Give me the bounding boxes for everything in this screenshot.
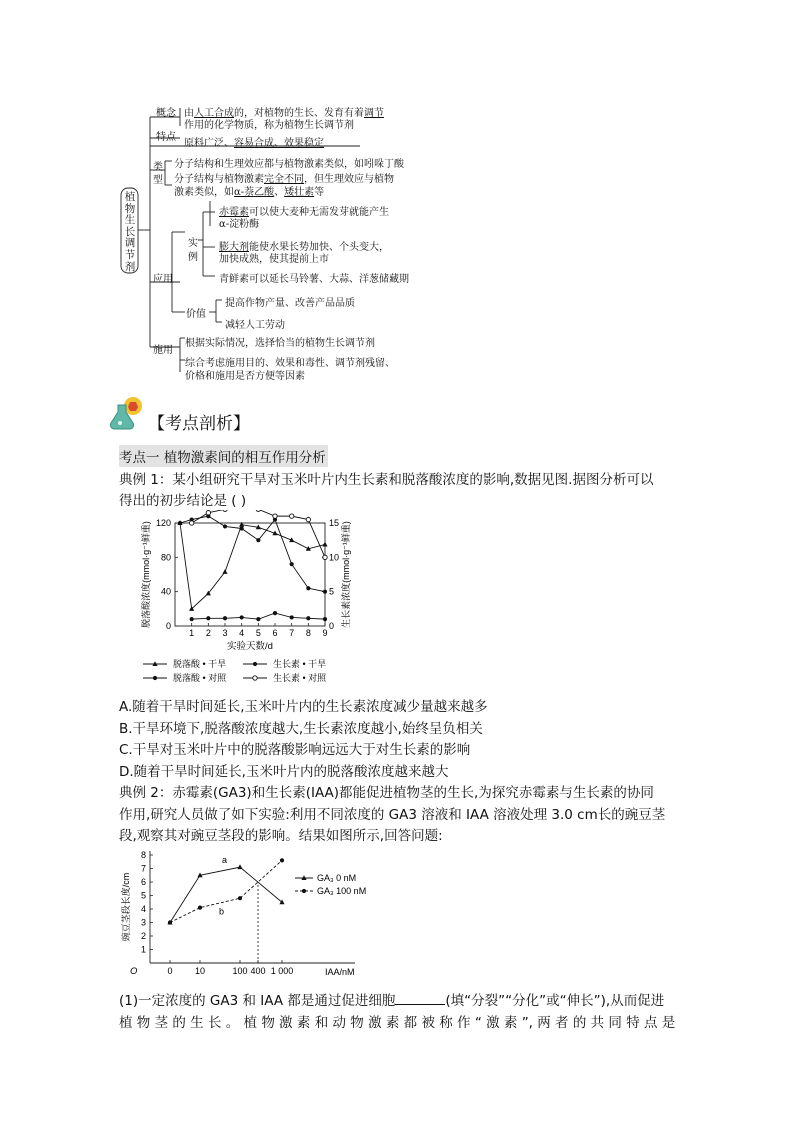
application-label: 应用 (153, 274, 173, 285)
use-2: 综合考虑施用目的、效果和毒性、调节剂残留、 (185, 358, 395, 369)
chart-1-left-tick-label: 0 (165, 621, 171, 631)
chart-1-legend-label: 脱落酸 • 对照 (173, 673, 227, 683)
chart-1-data-point (273, 611, 277, 615)
example-1-line-1: 赤霉素可以使大麦种无需发芽就能产生 (219, 207, 389, 218)
chart-1-data-point (189, 521, 193, 525)
chart-1-data-point (290, 562, 294, 566)
chart-1-legend-label: 生长素 • 干旱 (273, 659, 327, 669)
example-label-2: 例 (188, 252, 198, 263)
chart-1-x-tick-label: 7 (289, 628, 295, 638)
section-banner-title: 【考点剖析】 (148, 414, 250, 434)
type-line-3: 激素类似，如α-萘乙酸、矮壮素等 (174, 187, 325, 198)
chart-1-data-point (256, 617, 260, 621)
chart-1-data-point (323, 555, 327, 559)
root-label: 植物生长调节剂 (124, 191, 136, 273)
chart-2-series-tag: b (219, 906, 225, 917)
chart-1-data-point (240, 526, 244, 530)
chart-1-legend-marker (253, 676, 257, 680)
chart-1-left-tick-label: 40 (160, 586, 171, 597)
chart-2-data-point (168, 920, 172, 924)
example-2-stem-line-2: 作用,研究人员做了如下实验:利用不同浓度的 GA3 溶液和 IAA 溶液处理 3.0 cm长的豌豆茎 (119, 807, 666, 823)
answer-blank[interactable] (395, 992, 445, 1005)
option-a: A.随着干旱时间延长,玉米叶片内的生长素浓度减少量越来越多 (119, 699, 488, 715)
type-label-2: 型 (153, 175, 163, 186)
option-b: B.干旱环境下,脱落酸浓度越大,生长素浓度越小,始终呈负相关 (119, 721, 483, 737)
example-2-stem-line-3: 段,观察其对豌豆茎段的影响。结果如图所示,回答问题: (119, 828, 443, 844)
chart-1-data-point (306, 586, 310, 590)
chart-2-x-tick-label: 0 (167, 966, 173, 975)
chart-1-x-tick-label: 2 (205, 628, 211, 638)
chart-1-data-point (240, 615, 244, 619)
value-label: 价值 (186, 309, 206, 320)
chart-1-left-tick-label: 120 (155, 518, 171, 528)
use-3: 价格和施用是否方便等因素 (185, 371, 305, 382)
chart-1-data-point (323, 590, 327, 594)
concept-line-2: 作用的化学物质，称为植物生长调节剂 (184, 120, 354, 131)
example-label-1: 实 (188, 238, 198, 249)
chart-1-data-point (322, 542, 327, 547)
chart-1-right-tick-label: 10 (329, 552, 340, 563)
chart-2-x-tick-label: 400 (250, 966, 266, 975)
concept-label: 概念 (156, 108, 176, 119)
option-d: D.随着干旱时间延长,玉米叶片内的脱落酸浓度越来越大 (119, 764, 449, 780)
value-2: 减轻人工劳动 (225, 320, 285, 331)
chart-2 (115, 845, 405, 975)
type-line-1: 分子结构和生理效应都与植物激素类似，如吲哚丁酸 (174, 159, 404, 170)
chart-1-x-tick-label: 1 (189, 628, 195, 638)
chart-1-data-point (289, 514, 293, 518)
flask-icon (110, 393, 152, 435)
chart-1-x-tick-label: 4 (239, 628, 245, 638)
chart-2-data-point (280, 858, 284, 862)
chart-1-left-axis-label: 脱落酸浓度(mmol·g⁻¹鲜重) (141, 521, 151, 628)
chart-1-data-point (323, 617, 327, 621)
chart-2-data-point (198, 906, 202, 910)
chart-1-legend-marker (153, 676, 157, 680)
chart-1-series-line (180, 516, 325, 592)
chart-2-origin-label: O (130, 966, 138, 975)
example-2-stem-line-1: 典例 2：赤霉素(GA3)和生长素(IAA)都能促进植物茎的生长,为探究赤霉素与生长素的协同 (119, 785, 654, 801)
chart-1-legend-marker (253, 662, 257, 666)
chart-2-y-tick-label: 5 (140, 890, 146, 901)
example-3: 青鲜素可以延长马铃薯、大蒜、洋葱储藏期 (219, 274, 409, 285)
concept-line-1: 由人工合成的，对植物的生长、发育有着调节 (184, 108, 384, 119)
example-2-line-2: 加快成熟，使其提前上市 (219, 254, 329, 265)
chart-2-y-tick-label: 6 (140, 877, 146, 887)
value-1: 提高作物产量、改善产品品质 (225, 298, 355, 309)
chart-2-y-tick-label: 2 (140, 931, 146, 941)
example-1-stem-line-1: 典例 1：某小组研究干旱对玉米叶片内生长素和脱落酸浓度的影响,数据见图.据图分析可以 (119, 472, 654, 488)
chart-1-x-tick-label: 3 (222, 628, 228, 638)
chart-1-data-point (306, 616, 310, 620)
chart-1-x-tick-label: 8 (305, 628, 311, 638)
chart-1-series-line (192, 510, 325, 557)
chart-1 (115, 510, 375, 690)
chart-1-right-tick-label: 5 (329, 586, 335, 597)
chart-1-x-tick-label: 5 (255, 628, 261, 638)
feature-text: 原料广泛、容易合成、效果稳定 (184, 138, 324, 149)
example-1-line-2: α-淀粉酶 (219, 219, 260, 230)
question-1-line-1: (1)一定浓度的 GA3 和 IAA 都是通过促进细胞 (填“分裂”“分化”或“伸长”),从而促进 (119, 993, 665, 1009)
type-line-2: 分子结构与植物激素完全不同，但生理效应与植物 (174, 174, 394, 185)
chart-1-data-point (223, 510, 227, 511)
chart-1-data-point (178, 521, 182, 525)
chart-1-data-point (306, 517, 310, 521)
type-label-1: 类 (153, 162, 163, 173)
chart-1-right-tick-label: 15 (329, 518, 340, 528)
chart-1-data-point (256, 510, 260, 511)
chart-1-x-tick-label: 9 (322, 628, 328, 638)
chart-2-x-tick-label: 1 000 (270, 966, 294, 975)
option-c: C.干旱对玉米叶片中的脱落酸影响远远大于对生长素的影响 (119, 742, 471, 758)
concept-map-lines (0, 0, 794, 390)
chart-2-data-point (238, 896, 242, 900)
chart-1-x-label: 实验天数/d (227, 641, 273, 652)
chart-2-data-point (237, 864, 242, 869)
chart-2-y-tick-label: 7 (140, 863, 146, 874)
chart-2-y-tick-label: 1 (140, 944, 146, 955)
chart-2-x-label: IAA/nM (325, 967, 355, 975)
chart-1-data-point (223, 616, 227, 620)
chart-1-data-point (190, 617, 194, 621)
chart-1-data-point (222, 569, 227, 574)
chart-1-data-point (290, 615, 294, 619)
chart-1-data-point (206, 616, 210, 620)
chart-2-y-tick-label: 3 (140, 917, 146, 928)
chart-2-legend-label: GA₃ 100 nM (317, 886, 367, 896)
chart-1-data-point (256, 538, 260, 542)
use-label: 施用 (153, 345, 173, 356)
question-1-line-2: 植 物 茎 的 生 长 。 植 物 激 素 和 动 物 激 素 都 被 称 作 “ 激 素 ”, 两 者 的 共 同 特 点 是 (119, 1015, 676, 1031)
chart-2-y-label: 豌豆茎段长度/cm (121, 872, 131, 942)
chart-2-x-tick-label: 10 (194, 966, 206, 975)
chart-1-left-tick-label: 80 (160, 552, 171, 563)
chart-1-right-tick-label: 0 (329, 621, 335, 631)
chart-2-legend-marker (302, 889, 306, 893)
chart-1-right-axis-label: 生长素浓度(mmol·g⁻¹鲜重) (341, 521, 351, 628)
use-1: 根据实际情况，选择恰当的植物生长调节剂 (185, 338, 375, 349)
chart-1-legend-label: 生长素 • 对照 (273, 673, 327, 683)
example-1-stem-line-2: 得出的初步结论是 ( ) (119, 493, 247, 509)
chart-2-y-tick-label: 8 (140, 850, 146, 860)
chart-1-data-point (206, 511, 210, 515)
feature-label: 特点 (156, 132, 176, 143)
chart-1-frame (175, 523, 325, 626)
chart-1-data-point (223, 524, 227, 528)
chart-1-legend-label: 脱落酸 • 干旱 (173, 659, 227, 669)
chart-2-y-tick-label: 4 (140, 904, 146, 914)
chart-2-series-tag: a (222, 855, 228, 866)
chart-2-series-line (170, 867, 282, 922)
chart-1-x-tick-label: 6 (272, 628, 278, 638)
chart-2-x-tick-label: 100 (232, 966, 248, 975)
chart-2-legend-label: GA₃ 0 nM (317, 873, 357, 883)
section-title: 考点一 植物激素间的相互作用分析 (119, 445, 328, 467)
example-2-line-1: 膨大剂能使水果长势加快、个头变大， (219, 242, 389, 253)
chart-1-data-point (273, 514, 277, 518)
